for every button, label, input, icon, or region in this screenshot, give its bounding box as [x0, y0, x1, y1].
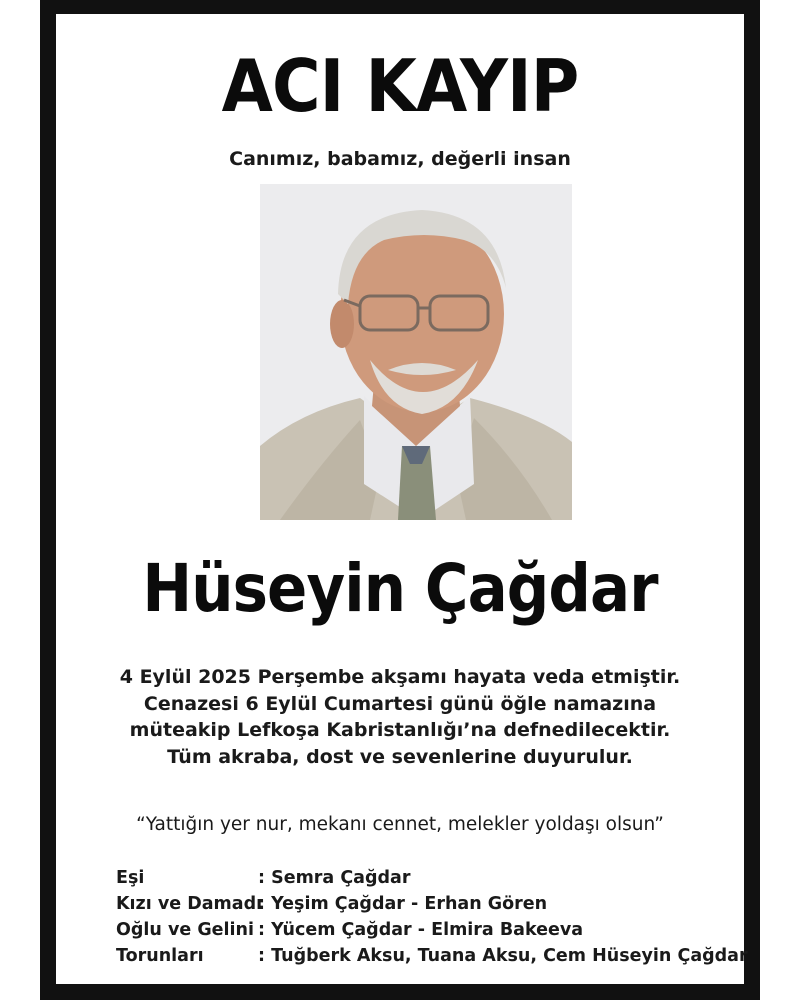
- family-value: : Tuğberk Aksu, Tuana Aksu, Cem Hüseyin Çağdar: [258, 946, 748, 966]
- portrait-image: [260, 184, 572, 520]
- announcement-line: Tüm akraba, dost ve sevenlerine duyurulur.: [167, 745, 633, 768]
- family-row-daughter: [116, 894, 748, 920]
- family-row-spouse: [116, 868, 748, 894]
- obituary-frame: [40, 0, 760, 1000]
- family-row-grandchildren: [116, 946, 748, 972]
- announcement-line: müteakip Lefkoşa Kabristanlığı’na defnedilecektir.: [129, 719, 671, 741]
- family-label: Kızı ve Damadı: [116, 894, 263, 914]
- family-label: Eşi: [116, 868, 145, 888]
- announcement-text: [56, 664, 744, 770]
- deceased-name: Hüseyin Çağdar: [142, 550, 658, 627]
- family-list: [116, 868, 748, 972]
- family-value: : Yeşim Çağdar - Erhan Gören: [258, 894, 548, 914]
- family-value: : Semra Çağdar: [258, 868, 411, 888]
- family-label: Torunları: [116, 946, 204, 966]
- portrait-photo: [260, 184, 572, 520]
- announcement-line: 4 Eylül 2025 Perşembe akşamı hayata veda etmiştir.: [119, 666, 681, 688]
- notice-title: ACI KAYIP: [221, 44, 579, 128]
- family-value: : Yücem Çağdar - Elmira Bakeeva: [258, 920, 584, 940]
- family-row-son: [116, 920, 748, 946]
- notice-subtitle: Canımız, babamız, değerli insan: [229, 148, 571, 170]
- announcement-line: Cenazesi 6 Eylül Cumartesi günü öğle namazına: [143, 692, 657, 715]
- prayer-quote: “Yattığın yer nur, mekanı cennet, melekler yoldaşı olsun”: [136, 814, 664, 835]
- family-label: Oğlu ve Gelini: [116, 920, 255, 940]
